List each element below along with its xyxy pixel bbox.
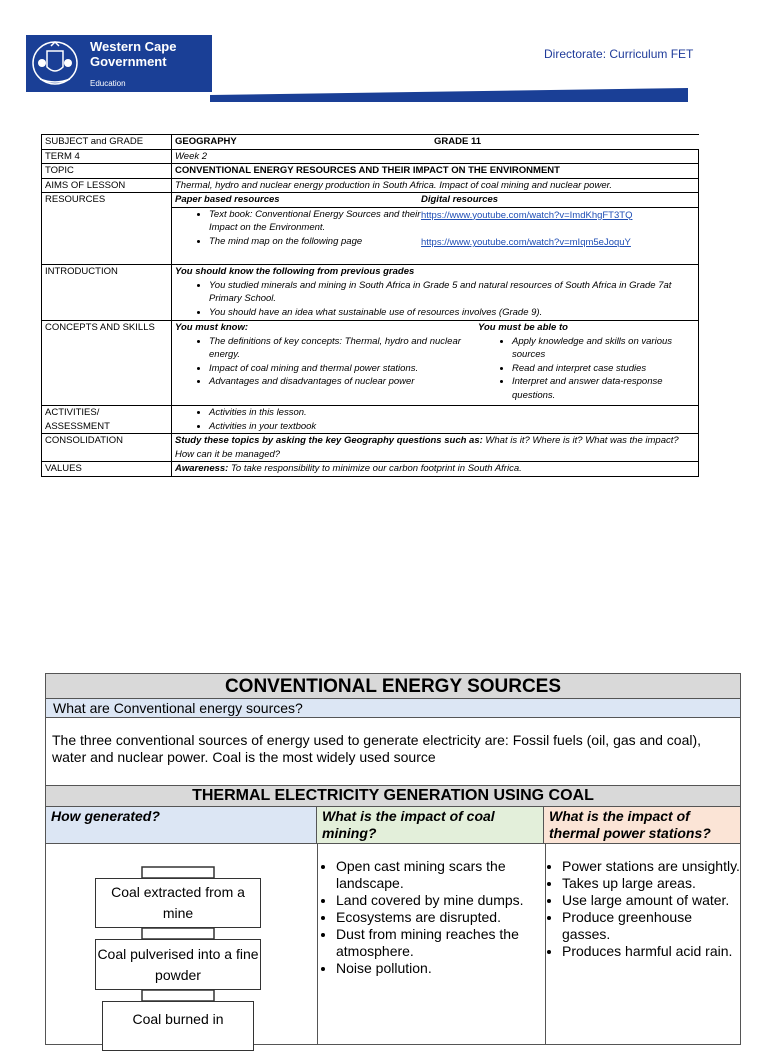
station-impact-list [546, 858, 740, 960]
subject-cell [172, 135, 699, 150]
table-row [42, 164, 699, 179]
concepts-label: CONCEPTS AND SKILLS [42, 321, 172, 406]
list-item: • The mind map on the following page [209, 235, 421, 249]
flow-diagram [46, 844, 318, 1044]
grade-value: GRADE 11 [434, 136, 481, 147]
list-item: • Use large amount of water. [562, 892, 740, 909]
aims-label: AIMS OF LESSON [42, 178, 172, 193]
term-label: TERM 4 [42, 149, 172, 164]
list-item: • Open cast mining scars the landscape. [336, 858, 545, 892]
activities-label [42, 406, 172, 434]
lesson-plan-table [41, 134, 699, 477]
able-list [478, 335, 698, 403]
table-row [42, 462, 699, 477]
know-heading: You must know: [175, 322, 249, 333]
col-how-generated: How generated? [46, 807, 317, 843]
resources-cell [172, 193, 699, 265]
paper-resources-list [175, 208, 421, 249]
list-item: • Impact of coal mining and thermal power stations. [209, 362, 478, 376]
table-row [42, 178, 699, 193]
topic-label: TOPIC [42, 164, 172, 179]
mind-map-title: CONVENTIONAL ENERGY SOURCES [46, 674, 740, 699]
activities-label-line2: ASSESSMENT [45, 420, 110, 432]
directorate-label: Directorate: Curriculum FET [544, 47, 694, 61]
coal-mining-impacts [318, 844, 546, 1044]
values-label: VALUES [42, 462, 172, 477]
list-item: • Land covered by mine dumps. [336, 892, 545, 909]
values-text: To take responsibility to minimize our carbon footprint in South Africa. [228, 463, 522, 474]
consolidation-text: What is it? Where is it? What was the impact? How can it be managed? [175, 435, 679, 460]
coat-of-arms-icon [30, 39, 80, 88]
term-value: Week 2 [172, 149, 699, 164]
subject-label: SUBJECT and GRADE [42, 135, 172, 150]
aims-value: Thermal, hydro and nuclear energy production in South Africa. Impact of coal mining and nuclear power. [172, 178, 699, 193]
resources-label: RESOURCES [42, 193, 172, 265]
list-item: • Interpret and answer data-response questions. [512, 375, 698, 402]
table-row [42, 149, 699, 164]
intro-list [175, 279, 695, 320]
consolidation-cell [172, 434, 699, 462]
power-station-impacts [546, 844, 740, 1044]
mind-map-question: What are Conventional energy sources? [46, 699, 740, 718]
activities-list [175, 406, 695, 433]
intro-heading: You should know the following from previous grades [175, 266, 415, 277]
list-item: • You studied minerals and mining in South Africa in Grade 5 and natural resources of South Africa in Grade 7at Primary School. [209, 279, 695, 306]
logo-text-western-cape: Western Cape [90, 39, 177, 54]
list-item: • Produces harmful acid rain. [562, 943, 740, 960]
list-item: • Read and interpret case studies [512, 362, 698, 376]
consolidation-label: CONSOLIDATION [42, 434, 172, 462]
table-row [42, 321, 699, 406]
youtube-link-1[interactable]: https://www.youtube.com/watch?v=ImdKhgFT3TQ [421, 209, 633, 221]
know-list [175, 335, 478, 389]
list-item: • Power stations are unsightly. [562, 858, 740, 875]
column-body [46, 844, 740, 1044]
logo-text-government: Government [90, 54, 167, 69]
flow-step-extract: Coal extracted from a mine [95, 878, 261, 928]
mind-map-subtitle: THERMAL ELECTRICITY GENERATION USING COAL [46, 786, 740, 807]
able-heading: You must be able to [478, 322, 568, 333]
table-row [42, 434, 699, 462]
table-row [42, 265, 699, 321]
header-swoosh [40, 86, 688, 102]
list-item: • Apply knowledge and skills on various sources [512, 335, 698, 362]
activities-label-line1: ACTIVITIES/ [45, 407, 100, 418]
consolidation-bold: Study these topics by asking the key Geography questions such as: [175, 435, 483, 446]
mind-map [45, 673, 741, 1045]
intro-label: INTRODUCTION [42, 265, 172, 321]
values-bold: Awareness: [175, 463, 229, 474]
col-coal-mining-impact: What is the impact of coal mining? [317, 807, 544, 843]
list-item: • Activities in your textbook [209, 420, 695, 434]
wcg-logo [26, 35, 212, 92]
concepts-cell [172, 321, 699, 406]
list-item: • The definitions of key concepts: Thermal, hydro and nuclear energy. [209, 335, 478, 362]
col-power-station-impact: What is the impact of thermal power stations? [544, 807, 740, 843]
list-item: • You should have an idea what sustainable use of resources involves (Grade 9). [209, 306, 695, 320]
column-headers [46, 807, 740, 844]
intro-cell [172, 265, 699, 321]
table-row [42, 135, 699, 150]
digital-resources-heading: Digital resources [418, 193, 698, 208]
values-cell [172, 462, 699, 477]
list-item: • Text book: Conventional Energy Sources and their Impact on the Environment. [209, 208, 421, 235]
list-item: • Takes up large areas. [562, 875, 740, 892]
list-item: • Ecosystems are disrupted. [336, 909, 545, 926]
list-item: • Produce greenhouse gasses. [562, 909, 740, 943]
list-item: • Dust from mining reaches the atmosphere. [336, 926, 545, 960]
list-item: • Noise pollution. [336, 960, 545, 977]
logo-text-education: Education [90, 79, 126, 88]
activities-cell [172, 406, 699, 434]
list-item: • Activities in this lesson. [209, 406, 695, 420]
list-item: • Advantages and disadvantages of nuclear power [209, 375, 478, 389]
flow-step-pulverise: Coal pulverised into a fine powder [95, 939, 261, 990]
paper-resources-heading: Paper based resources [172, 193, 424, 208]
subject-value: GEOGRAPHY [175, 136, 237, 147]
coal-impact-list [318, 858, 545, 977]
mind-map-description: The three conventional sources of energy used to generate electricity are: Fossil fuels (oil, gas and coal), water and nuclear power. Coal is the most widely used source [46, 718, 740, 786]
topic-value: CONVENTIONAL ENERGY RESOURCES AND THEIR IMPACT ON THE ENVIRONMENT [172, 164, 699, 179]
youtube-link-2[interactable]: https://www.youtube.com/watch?v=mIqm5eJoquY [421, 237, 631, 248]
table-row [42, 406, 699, 434]
table-row [42, 193, 699, 265]
flow-step-burn: Coal burned in [102, 1001, 254, 1051]
